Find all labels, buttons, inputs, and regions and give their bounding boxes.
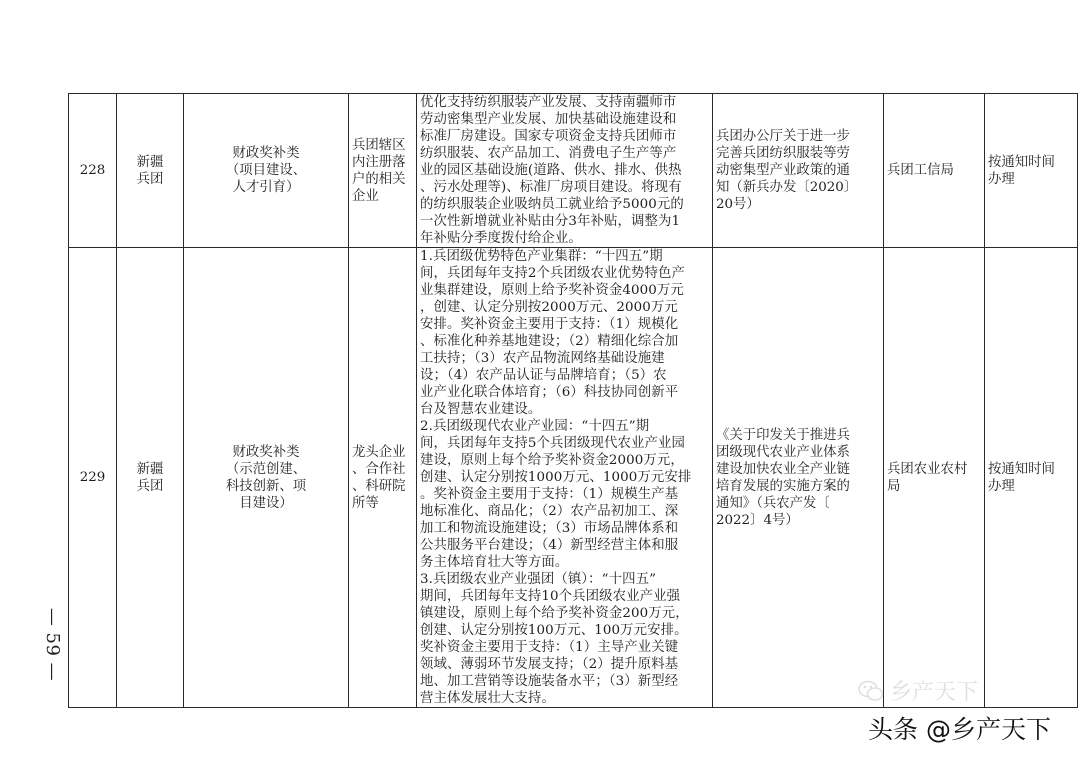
watermark-text: 头条 @乡产天下	[868, 715, 1051, 744]
handling-time-cell: 按通知时间 办理	[985, 94, 1078, 248]
department-cell: 兵团农业农村 局	[884, 248, 985, 708]
row-number: 228	[69, 94, 117, 248]
watermark-faint	[858, 675, 978, 706]
policy-type-cell: 财政奖补类 （示范创建、 科技创新、项 目建设）	[184, 248, 349, 708]
watermark-faint-text: 乡产天下	[890, 680, 979, 705]
policy-content-cell: 优化支持纺织服装产业发展、支持南疆师市 劳动密集型产业发展、加快基础设施建设和 标准厂房建设。国家专项资金支持兵团师市 纺织服装、农产品加工、消费电子生产等产 业的园区基础设施(道路、供水、排水、供热 、污水处理等)、标准厂房项目建设。将现有 的纺织服装企业吸纳员工就业给予5000元的 一次性新增就业补贴由分3年补贴，调整为1 年补贴分季度拨付给企业。	[417, 94, 713, 248]
policy-basis-cell: 《关于印发关于推进兵 团级现代农业产业体系 建设加快农业全产业链 培育发展的实施方案的 通知》（兵农产发〔 2022〕4号）	[713, 248, 884, 708]
wechat-icon	[858, 680, 884, 702]
target-cell: 龙头企业 、合作社 、科研院 所等	[349, 248, 417, 708]
policy-table	[68, 93, 1078, 708]
region-cell: 新疆 兵团	[117, 248, 184, 708]
policy-type-cell: 财政奖补类 （项目建设、 人才引育）	[184, 94, 349, 248]
handling-time-cell: 按通知时间 办理	[985, 248, 1078, 708]
row-number: 229	[69, 248, 117, 708]
target-cell: 兵团辖区 内注册落 户的相关 企业	[349, 94, 417, 248]
table-row	[69, 94, 1078, 248]
page-number	[38, 607, 68, 681]
department-cell: 兵团工信局	[884, 94, 985, 248]
table-row	[69, 248, 1078, 708]
page-number-text: — 59 —	[42, 607, 64, 681]
policy-content-cell: 1.兵团级优势特色产业集群：“十四五”期 间，兵团每年支持2个兵团级农业优势特色产 业集群建设，原则上给予奖补资金4000万元 ，创建、认定分别按2000万元、2000万元 安排。奖补资金主要用于支持：（1）规模化 、标准化种养基地建设；（2）精细化综合加 工扶持；（3）农产品物流网络基础设施建 设；（4）农产品认证与品牌培育；（5）农 业产业化联合体培育；（6）科技协同创新平 台及智慧农业建设。 2.兵团级现代农业产业园：“十四五”期 间，兵团每年支持5个兵团级现代农业产业园 建设，原则上每个给予奖补资金2000万元， 创建、认定分别按1000万元、1000万元安排 。奖补资金主要用于支持：（1）规模生产基 地标准化、商品化；（2）农产品初加工、深 加工和物流设施建设；（3）市场品牌体系和 公共服务平台建设；（4）新型经营主体和服 务主体培育壮大等方面。 3.兵团级农业产业强团（镇）：“十四五” 期间，兵团每年支持10个兵团级农业产业强 镇建设，原则上每个给予奖补资金200万元， 创建、认定分别按100万元、100万元安排。 奖补资金主要用于支持：（1）主导产业关键 领域、薄弱环节发展支持；（2）提升原料基 地、加工营销等设施装备水平；（3）新型经 营主体发展壮大支持。	[417, 248, 713, 708]
region-cell: 新疆 兵团	[117, 94, 184, 248]
policy-basis-cell: 兵团办公厅关于进一步 完善兵团纺织服装等劳 动密集型产业政策的通 知（新兵办发〔2020〕 20号）	[713, 94, 884, 248]
